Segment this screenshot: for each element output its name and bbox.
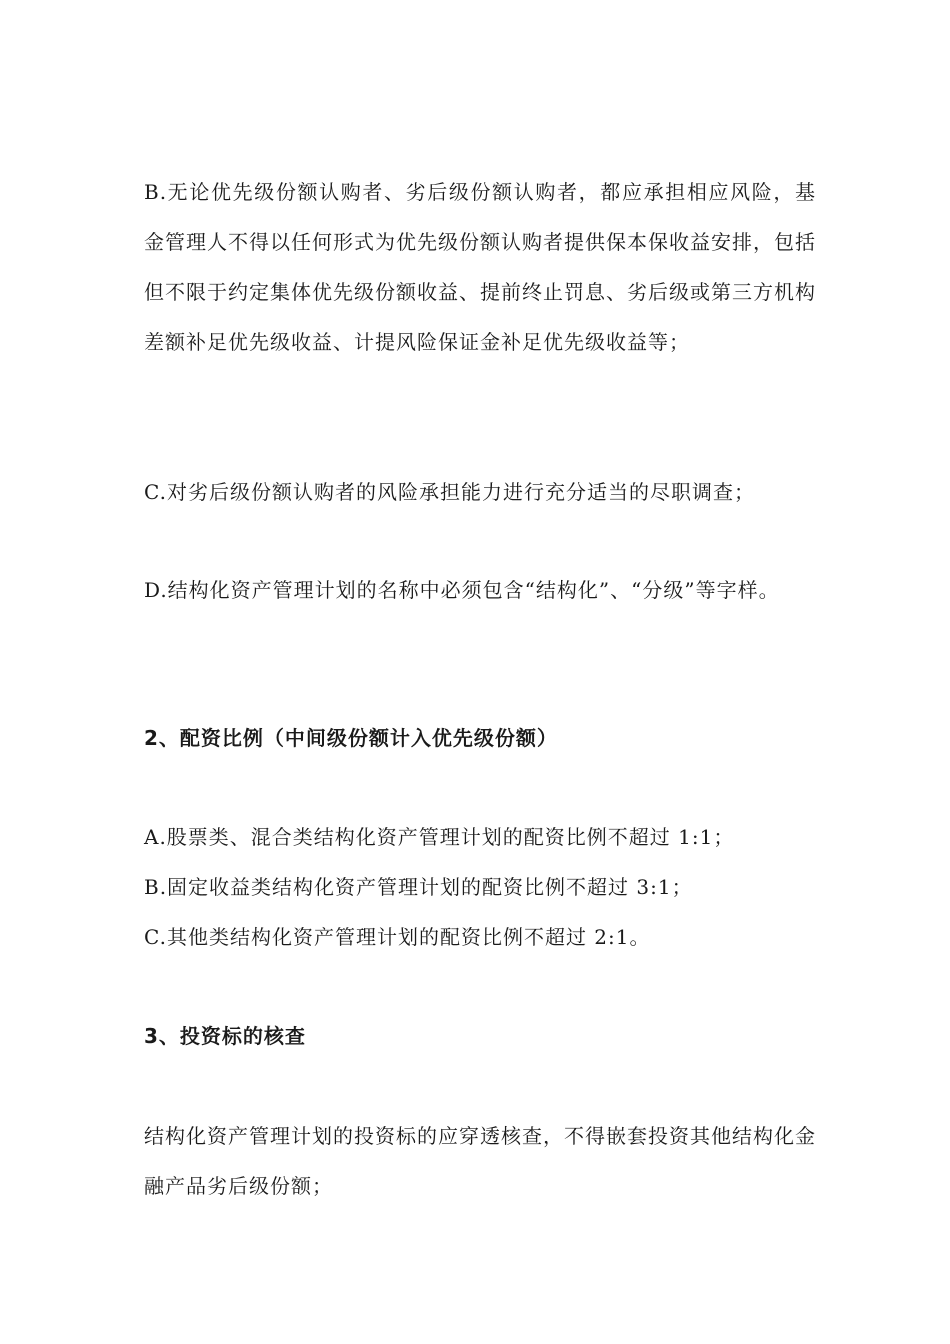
- paragraph-b-risk-bearing: B.无论优先级份额认购者、劣后级份额认购者，都应承担相应风险，基金管理人不得以任何形式为优先级份额认购者提供保本保收益安排，包括但不限于约定集体优先级份额收益、提前终止罚息、劣后级或第三方机构差额补足优先级收益、计提风险保证金补足优先级收益等；: [144, 180, 816, 354]
- paragraph-d-naming: D.结构化资产管理计划的名称中必须包含“结构化”、“分级”等字样。: [144, 578, 780, 602]
- section-heading-investment-review: 3、投资标的核查: [144, 1024, 306, 1048]
- leverage-item-b: B.固定收益类结构化资产管理计划的配资比例不超过 3:1；: [144, 875, 693, 899]
- leverage-item-a: A.股票类、混合类结构化资产管理计划的配资比例不超过 1:1；: [144, 825, 735, 849]
- paragraph-investment-review: 结构化资产管理计划的投资标的应穿透核查，不得嵌套投资其他结构化金融产品劣后级份额；: [144, 1124, 816, 1198]
- leverage-item-c: C.其他类结构化资产管理计划的配资比例不超过 2:1。: [144, 925, 651, 949]
- paragraph-c-due-diligence: C.对劣后级份额认购者的风险承担能力进行充分适当的尽职调查；: [144, 480, 755, 504]
- section-heading-leverage-ratio: 2、配资比例（中间级份额计入优先级份额）: [144, 726, 558, 750]
